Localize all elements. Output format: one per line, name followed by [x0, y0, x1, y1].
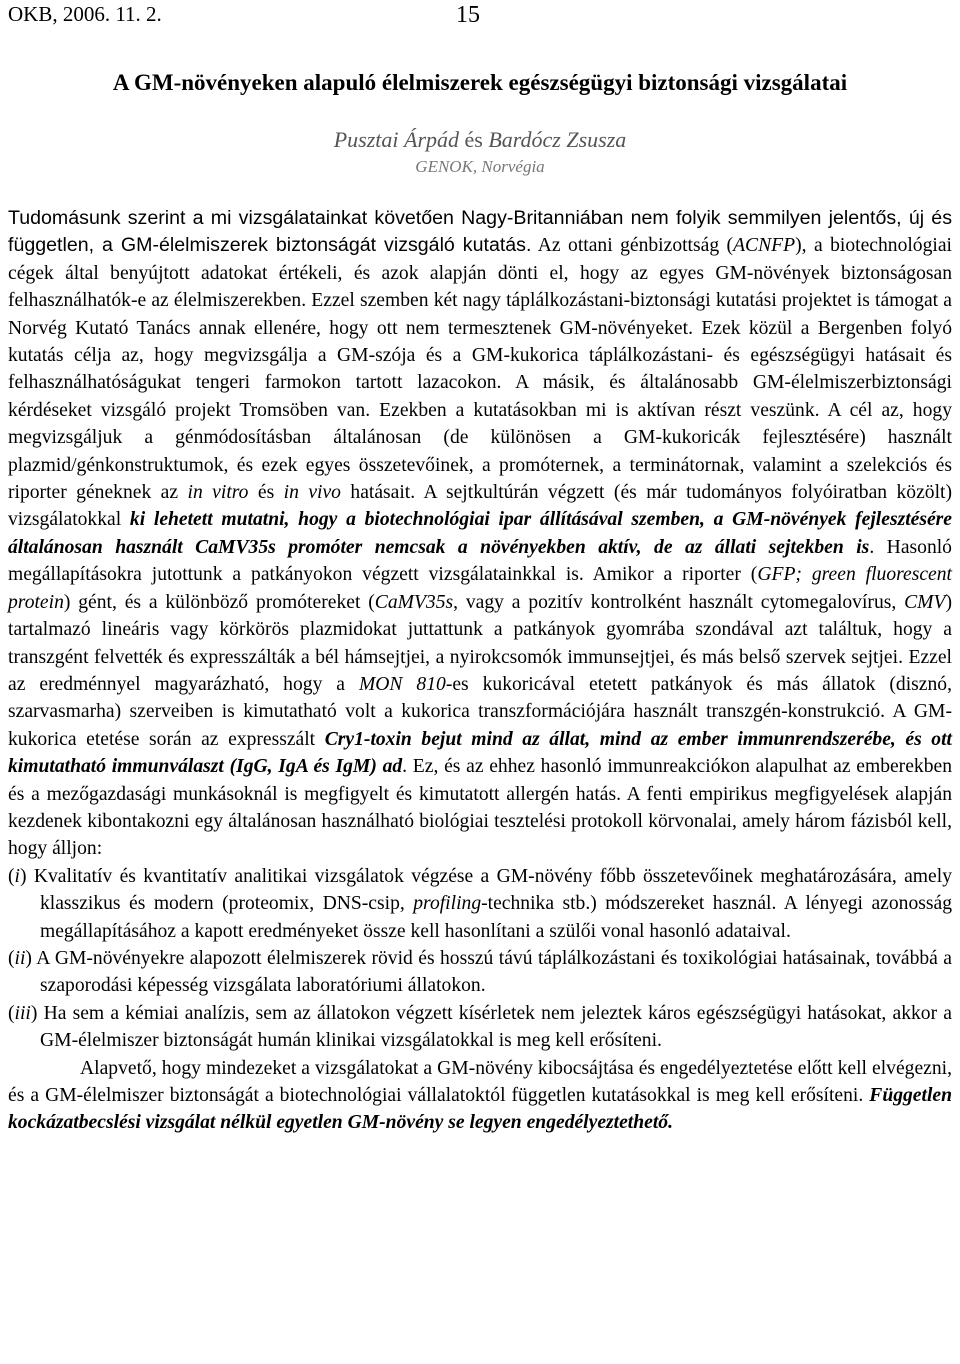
term-cmv: CMV: [904, 591, 946, 613]
text-run: ), a biotechnológiai cégek által benyújtott adatokat értékeli, és azok alapján dönti el, hogy az egyes GM-növények biztonságosan felhasználhatók-e az élelmiszerekben. Ezzel szemben két nagy táplálkozástani-biztonsági kutatási projektet is támogat a Norvég Kutató Tanács annak ellenére, hogy ott nem termesztenek GM-növényeket. Ezek közül a Bergenben folyó kutatás célja az, hogy megvizsgálja a GM-szója és a GM-kukorica táplálkozástani- és egészségügyi hatásait és felhasználhatóságukat tengeri farmokon tartott lazacokon. A másik, és általánosabb GM-élelmiszerbiztonsági kérdéseket vizsgáló projekt Tromsöben van. Ezekben a kutatásokban mi is aktívan részt veszünk. A cél az, hogy megvizsgáljuk a génmódosításban általánosan (de különösen a GM-kukoricák fejlesztésére) használt plazmid/génkonstruktumok, és ezek egyes összetevőinek, a promóternek, a terminátornak, valamint a szelekciós és riporter géneknek az: [8, 235, 952, 504]
term-camv35s: CaMV35s: [374, 591, 454, 613]
list-text: Kvalitatív és kvantitatív analitikai vizsgálatok végzése a GM-növény főbb összetevőinek meghatározására, amely klasszikus és modern (proteomix, DNS-csip,: [26, 865, 952, 915]
page-number: 15: [456, 2, 480, 28]
affiliation: GENOK, Norvégia: [415, 157, 545, 176]
article-body: [8, 205, 952, 1137]
acronym-acnfp: ACNFP: [733, 235, 796, 257]
text-run: . Ez, és az ehhez hasonló immunreakciókon alapulhat az emberekben és a mezőgazdasági munkásoknál is megfigyelt és kimutatott allergén hatás. A fenti empirikus megfigyelések alapján kezdenek kibontakozni egy általánosan használható biológiai tesztelési protokoll körvonalai, amely három fázisból kell, hogy álljon:: [8, 756, 952, 860]
text-run: . Hasonló megállapításokra jutottunk a patkányokon végzett vizsgálatainkkal is. Amikor a riporter (: [8, 536, 952, 586]
paragraph-2: [8, 1055, 952, 1137]
list-text: -technika stb.) módszereket használ. A lényegi azonosság megállapításához a kapott eredményeket össze kell hasonlítani a szülői vonal hasonló adataival.: [40, 893, 953, 942]
text-run: és: [248, 482, 284, 504]
term-profiling: profiling: [413, 893, 482, 915]
list-item-iii: (iii) Ha sem a kémiai analízis, sem az állatokon végzett kísérletek nem jeleztek káros egészségügyi hatásokat, akkor a GM-élelmiszer biztonságát humán klinikai vizsgálatokkal is meg kell erősíteni.: [8, 1002, 952, 1052]
author-conjunction: és: [459, 127, 489, 152]
emphasis-promoter-finding: ki lehetett mutatni, hogy a biotechnológiai ipar állításával szemben, a GM-növények fejlesztésére általánosan használt CaMV35s promóter nemcsak a növényekben aktív, de az állati sejtekben is: [8, 509, 952, 558]
list-item-i: (i) Kvalitatív és kvantitatív analitikai vizsgálatok végzése a GM-növény főbb összetevőinek meghatározására, amely klasszikus és modern (proteomix, DNS-csip, profiling-technika stb.) módszereket használ. A lényegi azonosság megállapításához a kapott eredményeket össze kell hasonlítani a szülői vonal hasonló adataival.: [8, 865, 953, 942]
term-mon810: MON 810: [358, 673, 446, 695]
paragraph-1: [8, 205, 952, 863]
author-2: Bardócz Zsusza: [488, 127, 627, 152]
text-run: , vagy a pozitív kontrolként használt cytomegalovírus,: [453, 591, 905, 613]
page-header: [8, 2, 960, 32]
article-title: A GM-növényeken alapuló élelmiszerek egészségügyi biztonsági vizsgálatai: [112, 70, 848, 95]
list-marker: iii: [14, 1002, 31, 1024]
list-marker: i: [14, 865, 20, 887]
term-gfp: GFP; green fluorescent protein: [8, 564, 952, 613]
list-text: A GM-növényekre alapozott élelmiszerek rövid és hosszú távú táplálkozástani és toxikológiai hatásainak, továbbá a szaporodási képesség vizsgálata laboratóriumi állatokon.: [31, 947, 952, 997]
emphasis-conclusion: Független kockázatbecslési vizsgálat nélkül egyetlen GM-növény se legyen engedélyeztethető.: [8, 1085, 952, 1134]
text-run: Az ottani génbizottság (: [531, 235, 734, 257]
list-item-ii: (ii) A GM-növényekre alapozott élelmiszerek rövid és hosszú távú táplálkozástani és toxikológiai hatásainak, továbbá a szaporodási képesség vizsgálata laboratóriumi állatokon.: [8, 947, 952, 997]
text-run: Alapvető, hogy mindezeket a vizsgálatokat a GM-növény kibocsájtása és engedélyeztetése előtt kell elvégezni, és a GM-élelmiszer biztonságát a biotechnológiai vállalatoktól független kutatásokkal is meg kell erősíteni.: [8, 1057, 952, 1106]
text-run: ) tartalmazó lineáris vagy körkörös plazmidokat juttattunk a patkányok gyomrába szondával azt találtuk, hogy a transzgént felvették és expresszálták a bél hámsejtjei, a nyirokcsomók immunsejtjei, és más belső szervek sejtjei. Ezzel az eredménnyel magyarázható, hogy a: [8, 591, 952, 695]
author-1: Pusztai Árpád: [333, 127, 460, 152]
list-marker: ii: [14, 947, 26, 969]
emphasis-cry1-toxin: Cry1-toxin bejut mind az állat, mind az ember immunrendszerébe, és ott kimutatható immunválaszt (IgG, IgA és IgM) ad: [8, 728, 952, 778]
text-run: -es kukoricával etetett patkányok és más állatok (disznó, szarvasmarha) szerveiben is kimutatható volt a kukorica transzformációjára használt transzgén-konstrukció. A GM-kukorica etetése során az expresszált: [8, 673, 952, 750]
authors: [0, 127, 960, 153]
text-run: ) gént, és a különböző promótereket (: [63, 591, 375, 613]
list-text: Ha sem a kémiai analízis, sem az állatokon végzett kísérletek nem jeleztek káros egészségügyi hatásokat, akkor a GM-élelmiszer biztonságát humán klinikai vizsgálatokkal is meg kell erősíteni.: [37, 1002, 952, 1052]
term-in-vitro: in vitro: [187, 482, 249, 504]
term-in-vivo: in vivo: [283, 482, 341, 504]
source-date: OKB, 2006. 11. 2.: [8, 2, 162, 26]
lead-sentence: Tudomásunk szerint a mi vizsgálatainkat követően Nagy-Britanniában nem folyik semmilyen jelentős, új és független, a GM-élelmiszerek biztonságát vizsgáló kutatás.: [8, 207, 952, 257]
text-run: hatásait. A sejtkultúrán végzett (és már tudományos folyóiratban közölt) vizsgálatokkal: [8, 482, 952, 531]
